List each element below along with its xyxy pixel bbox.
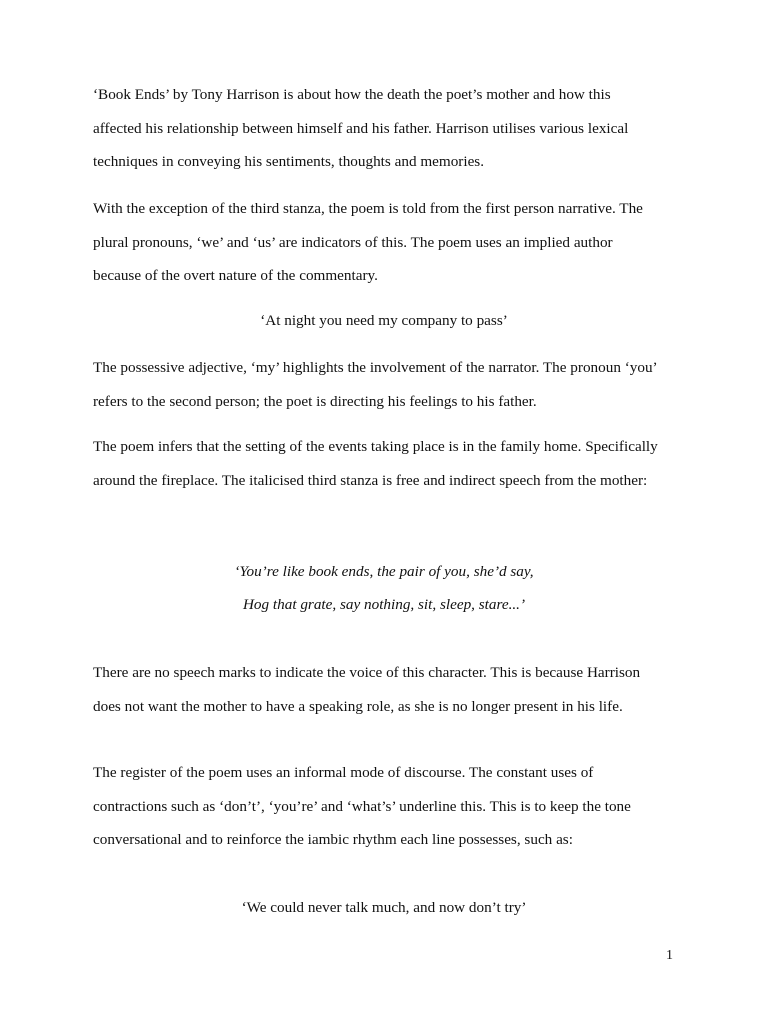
text-line: around the fireplace. The italicised third stanza is free and indirect speech from the mother:: [93, 471, 648, 489]
paragraph-register: [93, 756, 683, 857]
text-line: techniques in conveying his sentiments, thoughts and memories.: [93, 153, 485, 170]
text-line: ‘Book Ends’ by Tony Harrison is about how the death the poet’s mother and how this: [93, 86, 611, 103]
quote-line-3: ‘We could never talk much, and now don’t try’: [241, 899, 527, 916]
text-line: With the exception of the third stanza, the poem is told from the first person narrative. The: [93, 200, 643, 217]
text-line: conversational and to reinforce the iambic rhythm each line possesses, such as:: [93, 831, 573, 848]
paragraph-narrative: [93, 192, 683, 293]
text-line: plural pronouns, ‘we’ and ‘us’ are indicators of this. The poem uses an implied author: [93, 233, 613, 251]
quote-line-1: ‘At night you need my company to pass’: [260, 312, 508, 329]
paragraph-possessive: [93, 351, 683, 418]
italic-quote-line-1: ‘You’re like book ends, the pair of you, she’d say,: [234, 563, 534, 580]
text-line: There are no speech marks to indicate the voice of this character. This is because Harrison: [93, 664, 641, 681]
text-line: contractions such as ‘don’t’, ‘you’re’ and ‘what’s’ underline this. This is to keep the tone: [93, 797, 631, 815]
text-line: refers to the second person; the poet is directing his feelings to his father.: [93, 392, 537, 410]
text-line: The register of the poem uses an informal mode of discourse. The constant uses of: [93, 764, 594, 781]
paragraph-setting: [93, 430, 683, 497]
text-line: because of the overt nature of the commentary.: [93, 267, 378, 284]
text-line: The poem infers that the setting of the events taking place is in the family home. Specifically: [93, 438, 658, 455]
text-line: The possessive adjective, ‘my’ highlights the involvement of the narrator. The pronoun ‘you’: [93, 359, 658, 376]
italic-quote-line-2: Hog that grate, say nothing, sit, sleep, stare...’: [242, 596, 526, 613]
paragraph-speech-marks: [93, 656, 683, 723]
page-number: 1: [666, 948, 673, 963]
text-line: affected his relationship between himself and his father. Harrison utilises various lexical: [93, 119, 629, 137]
text-line: does not want the mother to have a speaking role, as she is no longer present in his life.: [93, 697, 623, 715]
paragraph-intro: [93, 78, 683, 179]
